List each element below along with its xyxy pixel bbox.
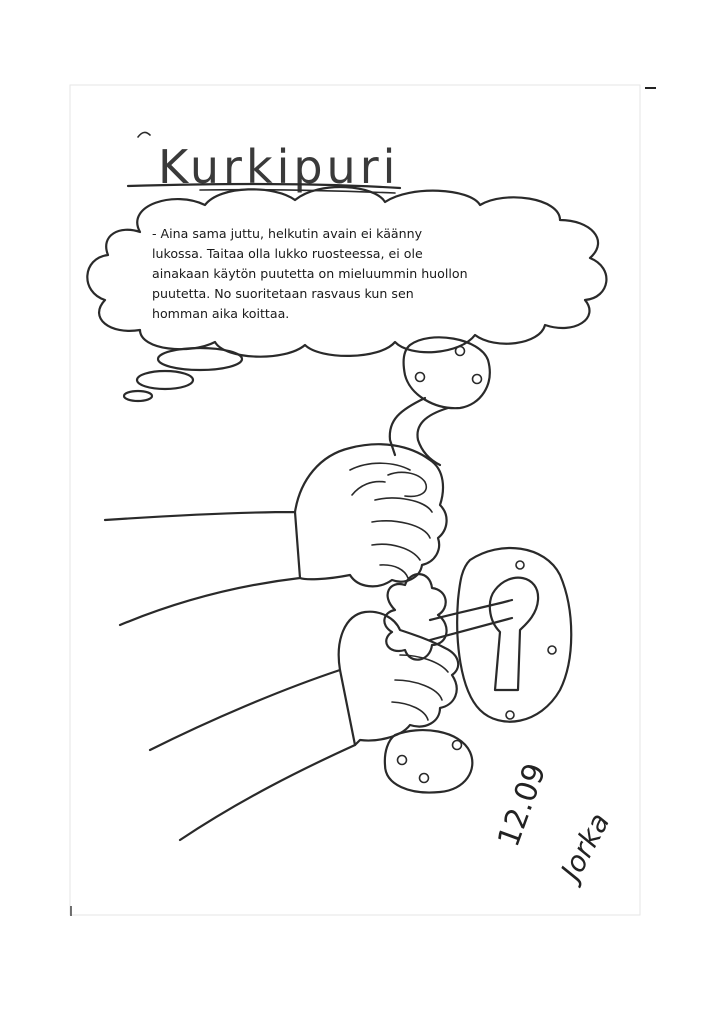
key-bow: [384, 574, 446, 660]
screw-icon: [416, 373, 425, 382]
lock-plate-outer: [457, 548, 571, 722]
lower-hand: [339, 612, 458, 745]
screw-icon: [453, 741, 462, 750]
bubble-line-3: ainakaan käytön puutetta on mieluummin huollon: [152, 266, 468, 281]
title-squiggle-icon: [138, 132, 150, 137]
lower-hand-drawing: [150, 612, 458, 840]
signature: [491, 759, 616, 890]
screw-icon: [506, 711, 514, 719]
thought-bubble-dot-large: [158, 348, 242, 370]
key-drawing: [384, 574, 512, 660]
screw-icon: [473, 375, 482, 384]
upper-hand-drawing: [105, 444, 447, 625]
bubble-line-2: lukossa. Taitaa olla lukko ruosteessa, ei ole: [152, 246, 423, 261]
thought-bubble-dot-small: [124, 391, 152, 401]
screw-icon: [398, 756, 407, 765]
screw-icon: [420, 774, 429, 783]
upper-fingers: [372, 472, 432, 578]
upper-thumb: [350, 463, 410, 495]
door-handle-drawing: [390, 337, 490, 465]
title: Kurkipuri: [158, 140, 400, 194]
bubble-line-4: puutetta. No suoritetaan rasvaus kun sen: [152, 286, 414, 301]
bubble-line-5: homman aika koittaa.: [152, 306, 290, 321]
upper-hand: [295, 444, 447, 586]
lower-sleeve: [150, 670, 355, 840]
signature-name: Jorka: [554, 807, 617, 886]
handle-lever: [390, 398, 448, 465]
keyhole: [490, 578, 538, 690]
upper-sleeve: [105, 512, 300, 625]
screw-icon: [516, 561, 524, 569]
screw-icon: [456, 347, 465, 356]
thought-bubble-text: [152, 226, 468, 321]
bubble-line-1: - Aina sama juttu, helkutin avain ei käänny: [152, 226, 423, 241]
signature-date: 12.09: [491, 758, 554, 852]
screw-icon: [548, 646, 556, 654]
handle-bottom-drawing: [385, 730, 473, 792]
lock-plate-drawing: [457, 548, 571, 722]
handle-top-plate: [404, 337, 490, 408]
thought-bubble-dot-medium: [137, 371, 193, 389]
